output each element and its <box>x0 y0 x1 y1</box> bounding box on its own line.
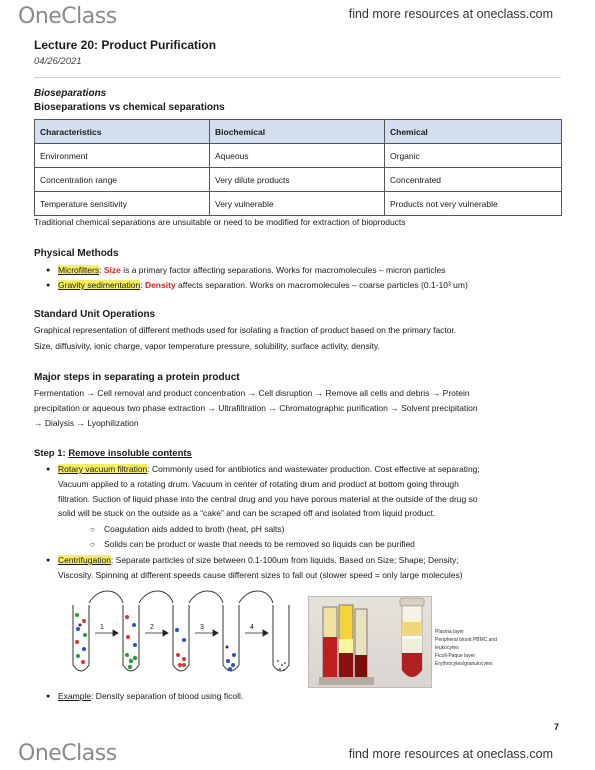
ficoll-layer-labels <box>435 628 497 668</box>
step-label: 4 <box>250 624 254 631</box>
table-cell: Organic <box>385 144 562 168</box>
highlighted-term: Microfilters <box>58 265 100 275</box>
list-item <box>58 554 563 567</box>
step-label: 3 <box>200 624 204 631</box>
table-cell: Temperature sensitivity <box>35 192 210 216</box>
bullet-text: : Separate particles of size between 0.1-100um from liquids. Based on Size; Shape; Density; <box>110 555 459 565</box>
test-tube <box>223 605 239 671</box>
table-header-cell: Chemical <box>385 120 562 144</box>
transfer-arc <box>239 591 273 603</box>
list-item: ● Gravity sedimentation: Density affects separation. Works on macromolecules – coarse particles (0.1-10³ um) <box>58 279 563 292</box>
title-divider <box>34 77 561 78</box>
paragraph-line: Graphical representation of different methods used for isolating a fraction of product based on the primary factor. <box>34 325 457 335</box>
bullet-text: is a primary factor affecting separations. Works for macromolecules – micron particles <box>120 265 446 275</box>
layer-label: Ficoll-Paque layer <box>435 653 476 659</box>
bullet-text: : Commonly used for antibiotics and wastewater production. Cost effective at separating; <box>147 464 480 474</box>
table-cell: Very dilute products <box>210 168 385 192</box>
key-term: Size <box>103 265 121 275</box>
centrifugation-diagram <box>68 585 298 680</box>
layer-label: Peripheral blood PBMC and <box>435 637 497 643</box>
test-tube <box>273 605 289 671</box>
list-item <box>58 463 563 476</box>
bullet-text: : Density separation of blood using ficoll. <box>91 691 244 701</box>
paragraph-line: → Dialysis → Lyophilization <box>34 418 139 428</box>
layer-label: Erythrocytes/granulocytes <box>435 661 493 667</box>
sub-list-item: ○ Coagulation aids added to broth (heat, pH salts) <box>104 523 285 536</box>
step-label: 1 <box>100 624 104 631</box>
bullet-text: affects separation. Works on macromolecules – coarse particles (0.1-10³ um) <box>175 280 468 290</box>
paragraph-line: filtration. Suction of liquid phase into the central drug and you have porous material at the outside of the drug so <box>58 494 478 504</box>
tube-particles <box>75 613 286 671</box>
page-number: 7 <box>553 722 559 732</box>
table-cell: Concentrated <box>385 168 562 192</box>
arrow-head <box>113 630 118 636</box>
table-row <box>35 144 562 168</box>
oneclass-logo[interactable]: OneClass <box>18 741 117 766</box>
highlighted-term: Gravity sedimentation <box>58 280 141 290</box>
step1-heading: Step 1: Remove insoluble contents <box>34 448 192 459</box>
table-note: Traditional chemical separations are unsuitable or need to be modified for extraction of bioproducts <box>34 217 406 227</box>
key-term: Density <box>144 280 176 290</box>
standard-ops-heading: Standard Unit Operations <box>34 309 156 320</box>
arrow-head <box>163 630 168 636</box>
subsection-heading: Bioseparations vs chemical separations <box>34 102 225 113</box>
table-header-cell: Characteristics <box>35 120 210 144</box>
table-cell: Very vulnerable <box>210 192 385 216</box>
lecture-date: 04/26/2021 <box>34 56 82 67</box>
major-steps-heading: Major steps in separating a protein product <box>34 372 240 383</box>
paragraph-line: precipitation or aqueous two phase extraction → Ultrafiltration → Chromatographic purification → Solvent precipitation <box>34 403 478 413</box>
test-tube <box>173 605 189 671</box>
oneclass-logo[interactable]: OneClass <box>18 4 117 29</box>
paragraph-line: Viscosity. Spinning at different speeds cause different sizes to fall out (slower speed = only large molecules) <box>58 570 463 580</box>
paragraph-line: solid will be stuck on the outside as a “cake” and can be scraped off and isolated from liquid product. <box>58 508 436 518</box>
table-header-row <box>35 120 562 144</box>
table-cell: Aqueous <box>210 144 385 168</box>
list-item: ● Microfilters: Size is a primary factor affecting separations. Works for macromolecules – micron particles <box>58 264 563 277</box>
layer-label: leukocytes <box>435 645 459 651</box>
arrow-head <box>213 630 218 636</box>
table-cell: Concentration range <box>35 168 210 192</box>
table-header-cell: Biochemical <box>210 120 385 144</box>
table-cell: Products not very vulnerable <box>385 192 562 216</box>
highlighted-term: Rotary vacuum filtration <box>58 464 148 474</box>
step-label: 2 <box>150 624 154 631</box>
example-term: Example <box>58 691 92 701</box>
table-cell: Environment <box>35 144 210 168</box>
physical-methods-heading: Physical Methods <box>34 248 119 259</box>
transfer-arc <box>89 591 123 603</box>
transfer-arc <box>139 591 173 603</box>
table-row <box>35 192 562 216</box>
ficoll-tube-diagram <box>396 596 428 682</box>
table-row <box>35 168 562 192</box>
highlighted-term: Centrifugation <box>58 555 111 565</box>
step1-heading-title: Remove insoluble contents <box>68 448 192 459</box>
page-title: Lecture 20: Product Purification <box>34 38 217 52</box>
layer-label: Plasma layer <box>435 629 464 635</box>
header-tagline[interactable]: find more resources at oneclass.com <box>348 7 553 21</box>
footer-tagline[interactable]: find more resources at oneclass.com <box>348 747 553 761</box>
list-item <box>58 690 563 703</box>
paragraph-line: Vacuum applied to a rotating drum. Vacuum in center of rotating drum and product at bottom going through <box>58 479 459 489</box>
paragraph-line: Fermentation → Cell removal and product concentration → Cell disruption → Remove all cells and debris → Protein <box>34 388 470 398</box>
sub-list-item: ○ Solids can be product or waste that needs to be removed so liquids can be purified <box>104 538 415 551</box>
transfer-arc <box>189 591 223 603</box>
arrow-head <box>263 630 268 636</box>
section-heading: Bioseparations <box>34 88 107 99</box>
paragraph-line: Size, diffusivity, ionic charge, vapor temperature pressure, solubility, surface activity, density. <box>34 341 380 351</box>
comparison-table <box>34 119 562 216</box>
